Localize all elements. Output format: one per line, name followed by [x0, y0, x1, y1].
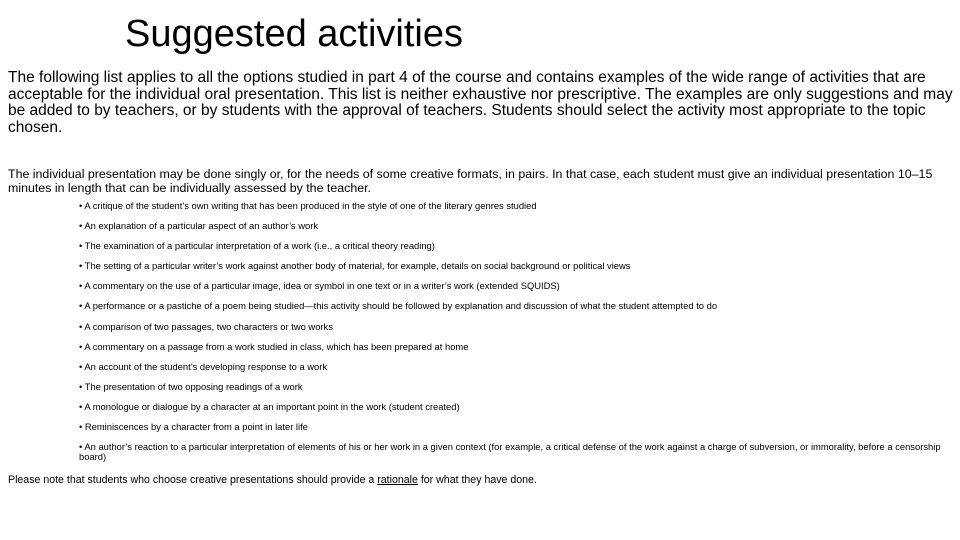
footer-note — [8, 474, 956, 487]
list-item: • A comparison of two passages, two characters or two works — [79, 320, 333, 332]
list-item: • An author’s reaction to a particular interpretation of elements of his or her work in a given context (for example, a critical defense of the work against a charge of subversion, or immorality, before a censorship board) — [79, 441, 941, 463]
list-item: • A performance or a pastiche of a poem being studied—this activity should be followed by explanation and discussion of what the student attempted to do — [79, 300, 718, 312]
list-item: • A commentary on the use of a particular image, idea or symbol in one text or in a writer’s work (extended SQUIDS) — [79, 280, 560, 292]
footer-text-before: Please note that students who choose creative presentations should provide a — [8, 474, 378, 486]
list-item: • Reminiscences by a character from a point in later life — [79, 421, 308, 433]
list-item: • The setting of a particular writer’s work against another body of material, for example, details on social background or political views — [79, 260, 631, 272]
list-item: • The presentation of two opposing readings of a work — [79, 380, 303, 392]
list-item: • A monologue or dialogue by a character at an important point in the work (student created) — [79, 400, 460, 412]
list-item: • The examination of a particular interpretation of a work (i.e., a critical theory reading) — [79, 240, 435, 252]
list-item: • An explanation of a particular aspect of an author’s work — [79, 220, 319, 232]
list-item: • A critique of the student’s own writing that has been produced in the style of one of the literary genres studied — [79, 200, 537, 211]
page-title: Suggested activities — [125, 13, 463, 55]
footer-text-after: for what they have done. — [417, 474, 537, 486]
presentation-note: The individual presentation may be done singly or, for the needs of some creative formats, in pairs. In that case, each student must give an individual presentation 10–15 minutes in length that can be individually assessed by the teacher. — [8, 167, 933, 195]
list-item: • An account of the student’s developing response to a work — [79, 360, 328, 372]
footer-underlined-word: rationale — [377, 474, 418, 486]
activities-list — [79, 201, 949, 466]
intro-paragraph: The following list applies to all the options studied in part 4 of the course and contains examples of the wide range of activities that are acceptable for the individual oral presentation. This list is neither exhaustive nor prescriptive. The examples are only suggestions and may be added to by teachers, or by students with the approval of teachers. Students should select the activity most appropriate to the topic chosen. — [8, 69, 953, 136]
list-item: • A commentary on a passage from a work studied in class, which has been prepared at home — [79, 340, 469, 352]
